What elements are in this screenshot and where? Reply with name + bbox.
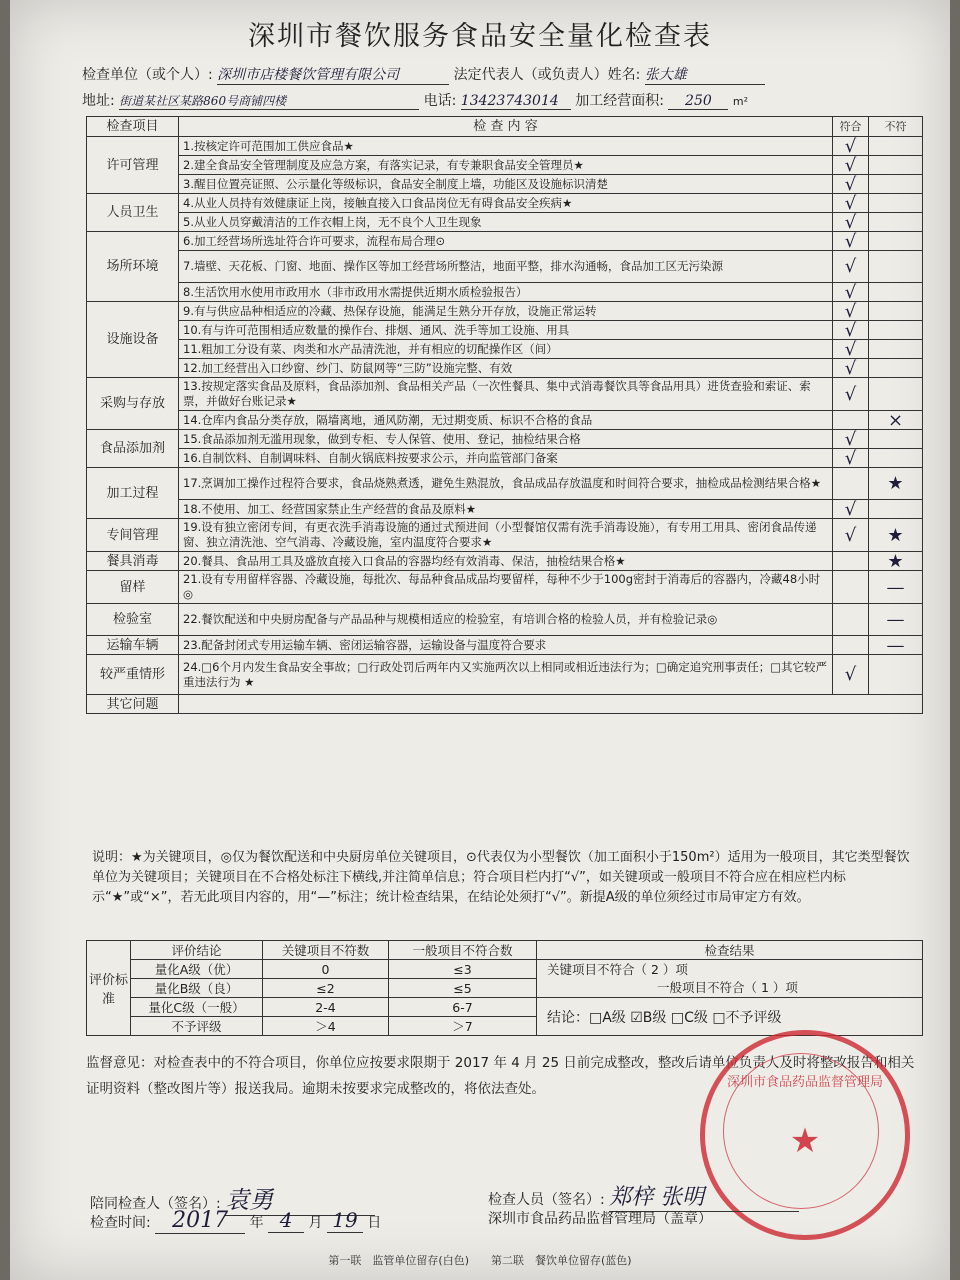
pass-mark: √ bbox=[833, 340, 869, 359]
unit-row bbox=[82, 64, 765, 85]
item-text: 10.有与许可范围相适应数量的操作台、排烟、通风、洗手等加工设施、用具 bbox=[179, 321, 833, 340]
eval-cell: ≤2 bbox=[263, 979, 389, 998]
table-row bbox=[87, 359, 923, 378]
table-row bbox=[87, 213, 923, 232]
eval-cell: ≤5 bbox=[389, 979, 537, 998]
item-text: 14.仓库内食品分类存放，隔墙离地，通风防潮，无过期变质、标识不合格的食品 bbox=[179, 411, 833, 430]
conclusion: 结论：□A级 ☑B级 □C级 □不予评级 bbox=[537, 998, 923, 1036]
day-value: 19 bbox=[327, 1208, 363, 1233]
pass-mark: √ bbox=[833, 194, 869, 213]
eval-label: 评价标准 bbox=[87, 941, 131, 1036]
eval-cell: 0 bbox=[263, 960, 389, 979]
rep-value: 张大雄 bbox=[645, 64, 765, 85]
phone-value: 13423743014 bbox=[461, 93, 571, 110]
pass-mark: √ bbox=[833, 213, 869, 232]
accompany-label: 陪同检查人（签名）: bbox=[90, 1196, 221, 1212]
category-cell: 采购与存放 bbox=[87, 378, 179, 430]
item-text: 6.加工经营场所选址符合许可要求，流程布局合理⊙ bbox=[179, 232, 833, 251]
pass-mark: √ bbox=[833, 321, 869, 340]
fail-mark bbox=[869, 194, 923, 213]
eval-cell: 2-4 bbox=[263, 998, 389, 1017]
pass-mark bbox=[833, 468, 869, 500]
table-row bbox=[87, 571, 923, 604]
category-cell: 许可管理 bbox=[87, 137, 179, 194]
fail-mark bbox=[869, 302, 923, 321]
rep-label: 法定代表人（或负责人）姓名: bbox=[453, 67, 641, 83]
item-text: 7.墙壁、天花板、门窗、地面、操作区等加工经营场所整洁，地面平整，排水沟通畅，食品加工区无污染源 bbox=[179, 251, 833, 283]
item-text: 24.□6个月内发生食品安全事故；□行政处罚后两年内又实施两次以上相同或相近违法行为；□确定追究刑事责任；□其它较严重违法行为 ★ bbox=[179, 655, 833, 695]
table-row bbox=[87, 302, 923, 321]
eval-header: 检查结果 bbox=[537, 941, 923, 960]
eval-cell: 6-7 bbox=[389, 998, 537, 1017]
item-text: 1.按核定许可范围加工供应食品★ bbox=[179, 137, 833, 156]
category-cell: 其它问题 bbox=[87, 695, 179, 714]
pass-mark: √ bbox=[833, 430, 869, 449]
item-text: 19.设有独立密闭专间，有更衣洗手消毒设施的通过式预进间（小型餐馆仅需有洗手消毒设施），有专用工用具、密闭食品传递窗、独立清洗池、空气消毒、冷藏设施，室内温度符合要求★ bbox=[179, 519, 833, 552]
pass-mark: √ bbox=[833, 137, 869, 156]
eval-header: 评价结论 bbox=[131, 941, 263, 960]
inspector-signature: 郑梓 张明 bbox=[609, 1180, 799, 1212]
pass-mark: √ bbox=[833, 232, 869, 251]
item-text: 8.生活饮用水使用市政用水（非市政用水需提供近期水质检验报告） bbox=[179, 283, 833, 302]
table-row bbox=[87, 283, 923, 302]
fail-mark bbox=[869, 175, 923, 194]
table-row bbox=[87, 449, 923, 468]
evaluation-table bbox=[86, 940, 923, 1036]
copy-footer: 第一联 监管单位留存(白色) 第二联 餐饮单位留存(蓝色) bbox=[328, 1254, 632, 1267]
address-row bbox=[82, 90, 748, 110]
category-cell: 运输车辆 bbox=[87, 636, 179, 655]
time-label: 检查时间: bbox=[90, 1215, 151, 1231]
table-row bbox=[87, 411, 923, 430]
result-general: 一般项目不符合（ 1 ）项 bbox=[657, 979, 798, 995]
pass-mark: √ bbox=[833, 655, 869, 695]
pass-mark: √ bbox=[833, 500, 869, 519]
fail-mark bbox=[869, 156, 923, 175]
result-key: 关键项目不符合（ 2 ）项 bbox=[547, 961, 688, 977]
col-project: 检查项目 bbox=[87, 117, 179, 137]
form-title: 深圳市餐饮服务食品安全量化检查表 bbox=[248, 21, 712, 52]
table-row bbox=[87, 175, 923, 194]
pass-mark: √ bbox=[833, 449, 869, 468]
fail-mark bbox=[869, 232, 923, 251]
unit-value: 深圳市店楼餐饮管理有限公司 bbox=[217, 64, 449, 85]
unit-label: 检查单位（或个人）: bbox=[82, 67, 213, 83]
phone-label: 电话: bbox=[423, 93, 457, 109]
area-label: 加工经营面积: bbox=[575, 93, 664, 109]
category-cell: 食品添加剂 bbox=[87, 430, 179, 468]
col-content: 检 查 内 容 bbox=[179, 117, 833, 137]
addr-value: 街道某社区某路860号商铺四楼 bbox=[119, 92, 419, 110]
item-text: 12.加工经营出入口纱窗、纱门、防鼠网等“三防”设施完整、有效 bbox=[179, 359, 833, 378]
eval-cell: ≤3 bbox=[389, 960, 537, 979]
item-text: 13.按规定落实食品及原料，食品添加剂、食品相关产品（一次性餐具、集中式消毒餐饮具等食品用具）进货查验和索证、索票，并做好台账记录★ bbox=[179, 378, 833, 411]
table-row bbox=[87, 430, 923, 449]
category-cell: 场所环境 bbox=[87, 232, 179, 302]
time-row: 检查时间: 2017 年 4 月 19 日 bbox=[90, 1208, 382, 1233]
category-cell: 人员卫生 bbox=[87, 194, 179, 232]
category-cell: 餐具消毒 bbox=[87, 552, 179, 571]
category-cell: 加工过程 bbox=[87, 468, 179, 519]
table-row bbox=[87, 137, 923, 156]
table-row bbox=[87, 232, 923, 251]
fail-mark: — bbox=[869, 636, 923, 655]
eval-header: 关键项目不符数 bbox=[263, 941, 389, 960]
fail-mark: ★ bbox=[869, 468, 923, 500]
item-text: 9.有与供应品种相适应的冷藏、热保存设施，能满足生熟分开存放，设施正常运转 bbox=[179, 302, 833, 321]
fail-mark bbox=[869, 359, 923, 378]
month-value: 4 bbox=[268, 1208, 304, 1233]
table-row bbox=[87, 156, 923, 175]
addr-label: 地址: bbox=[82, 93, 115, 109]
pass-mark: √ bbox=[833, 519, 869, 552]
fail-mark bbox=[869, 251, 923, 283]
pass-mark bbox=[833, 411, 869, 430]
eval-cell: ＞4 bbox=[263, 1017, 389, 1036]
fail-mark: — bbox=[869, 604, 923, 636]
col-pass: 符合 bbox=[833, 117, 869, 137]
table-row bbox=[87, 378, 923, 411]
accompany-signature: 袁勇 bbox=[225, 1180, 375, 1216]
table-row bbox=[87, 251, 923, 283]
item-text: 23.配备封闭式专用运输车辆、密闭运输容器，运输设备与温度符合要求 bbox=[179, 636, 833, 655]
year-value: 2017 bbox=[155, 1208, 245, 1234]
item-text: 4.从业人员持有效健康证上岗，接触直接入口食品岗位无有碍食品安全疾病★ bbox=[179, 194, 833, 213]
pass-mark bbox=[833, 604, 869, 636]
category-cell: 较严重情形 bbox=[87, 655, 179, 695]
pass-mark bbox=[833, 636, 869, 655]
seal-star-icon: ★ bbox=[789, 1121, 821, 1161]
table-row bbox=[87, 340, 923, 359]
pass-mark: √ bbox=[833, 359, 869, 378]
eval-cell: 量化B级（良） bbox=[131, 979, 263, 998]
pass-mark: √ bbox=[833, 283, 869, 302]
eval-header: 一般项目不符合数 bbox=[389, 941, 537, 960]
item-text: 22.餐饮配送和中央厨房配备与产品品种与规模相适应的检验室，有培训合格的检验人员，并有检验记录◎ bbox=[179, 604, 833, 636]
item-text: 16.自制饮料、自制调味料、自制火锅底料按要求公示，并向监管部门备案 bbox=[179, 449, 833, 468]
fail-mark: ★ bbox=[869, 519, 923, 552]
fail-mark bbox=[869, 340, 923, 359]
eval-cell: 量化C级（一般） bbox=[131, 998, 263, 1017]
col-fail: 不符 bbox=[869, 117, 923, 137]
area-value: 250 bbox=[668, 93, 728, 110]
fail-mark bbox=[869, 655, 923, 695]
fail-mark bbox=[869, 321, 923, 340]
item-text: 17.烹调加工操作过程符合要求，食品烧熟煮透，避免生熟混放，食品成品存放温度和时间符合要求，抽检成品检测结果合格★ bbox=[179, 468, 833, 500]
supervision-opinion: 监督意见：对检查表中的不符合项目，你单位应按要求限期于 2017 年 4 月 25 日前完成整改，整改后请单位负责人及时将整改报告和相关证明资料（整改图片等）报送我局。逾期未按要求完成整改的，将依法查处。 bbox=[86, 1055, 915, 1097]
table-row bbox=[87, 519, 923, 552]
table-row bbox=[87, 194, 923, 213]
table-row bbox=[87, 500, 923, 519]
fail-mark bbox=[869, 500, 923, 519]
item-text: 2.建全食品安全管理制度及应急方案，有落实记录，有专兼职食品安全管理员★ bbox=[179, 156, 833, 175]
inspection-form bbox=[10, 0, 950, 1280]
table-row bbox=[87, 604, 923, 636]
item-text: 21.设有专用留样容器、冷藏设施，每批次、每品种食品成品均要留样，每种不少于100g密封于消毒后的容器内，冷藏48小时◎ bbox=[179, 571, 833, 604]
table-row bbox=[87, 468, 923, 500]
category-cell: 设施设备 bbox=[87, 302, 179, 378]
table-row bbox=[87, 655, 923, 695]
table-row bbox=[87, 321, 923, 340]
other-issues-cell bbox=[179, 695, 923, 714]
item-text: 5.从业人员穿戴清洁的工作衣帽上岗，无不良个人卫生现象 bbox=[179, 213, 833, 232]
fail-mark: × bbox=[869, 411, 923, 430]
item-text: 11.粗加工分设有菜、肉类和水产品清洗池，并有相应的切配操作区（间） bbox=[179, 340, 833, 359]
fail-mark bbox=[869, 378, 923, 411]
bureau-name: 深圳市食品药品监督管理局（盖章） bbox=[488, 1211, 712, 1227]
pass-mark bbox=[833, 571, 869, 604]
pass-mark: √ bbox=[833, 175, 869, 194]
table-row bbox=[87, 636, 923, 655]
result-counts bbox=[537, 960, 923, 998]
fail-mark bbox=[869, 213, 923, 232]
item-text: 15.食品添加剂无滥用现象，做到专柜、专人保管、使用、登记，抽检结果合格 bbox=[179, 430, 833, 449]
fail-mark: ★ bbox=[869, 552, 923, 571]
table-row bbox=[87, 695, 923, 714]
item-text: 3.醒目位置亮证照、公示量化等级标识，食品安全制度上墙，功能区及设施标识清楚 bbox=[179, 175, 833, 194]
inspector-label: 检查人员（签名）: bbox=[488, 1192, 605, 1208]
pass-mark: √ bbox=[833, 302, 869, 321]
inspection-table bbox=[86, 116, 923, 714]
fail-mark bbox=[869, 283, 923, 302]
item-text: 18.不使用、加工、经营国家禁止生产经营的食品及原料★ bbox=[179, 500, 833, 519]
fail-mark bbox=[869, 137, 923, 156]
fail-mark bbox=[869, 430, 923, 449]
item-text: 20.餐具、食品用工具及盛放直接入口食品的容器均经有效消毒、保洁，抽检结果合格★ bbox=[179, 552, 833, 571]
area-unit: m² bbox=[732, 95, 748, 108]
pass-mark: √ bbox=[833, 378, 869, 411]
eval-cell: 不予评级 bbox=[131, 1017, 263, 1036]
pass-mark bbox=[833, 552, 869, 571]
category-cell: 留样 bbox=[87, 571, 179, 604]
seal-text: 深圳市食品药品监督管理局 bbox=[726, 1075, 883, 1090]
category-cell: 专间管理 bbox=[87, 519, 179, 552]
table-row bbox=[87, 552, 923, 571]
pass-mark: √ bbox=[833, 156, 869, 175]
instructions-note: 说明：★为关键项目，◎仅为餐饮配送和中央厨房单位关键项目，⊙代表仅为小型餐饮（加工面积小于150m²）适用为一般项目，其它类型餐饮单位为关键项目；关键项目在不合格处标注下横线,并注简单信息；符合项目栏内打“√”，如关键项或一般项目不符合应在相应栏内标示“★”或“×”，若无此项目内容的，用“—”标注；统计检查结果，在结论处须打“√”。新提A级的单位须经过市局审定方有效。 bbox=[92, 850, 910, 905]
fail-mark bbox=[869, 449, 923, 468]
eval-cell: 量化A级（优） bbox=[131, 960, 263, 979]
category-cell: 检验室 bbox=[87, 604, 179, 636]
pass-mark: √ bbox=[833, 251, 869, 283]
eval-cell: ＞7 bbox=[389, 1017, 537, 1036]
fail-mark: — bbox=[869, 571, 923, 604]
